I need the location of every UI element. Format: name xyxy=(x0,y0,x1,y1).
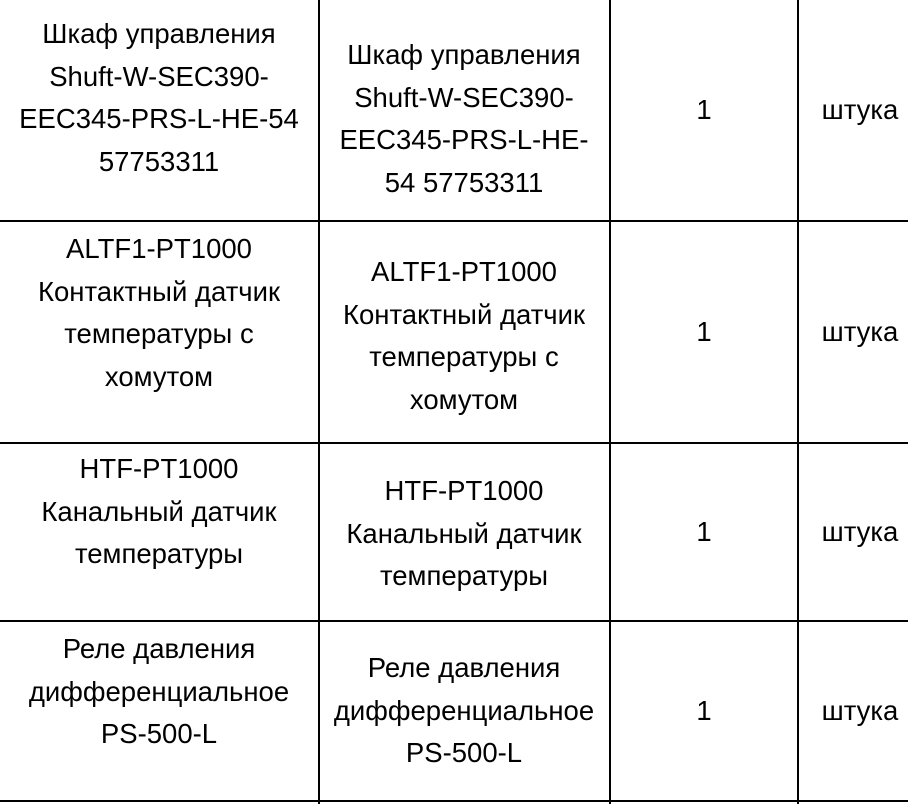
item-name: Шкаф управления Shuft-W-SEC390- EEC345-PRS-L-HE-54 57753311 xyxy=(19,18,299,177)
column-divider xyxy=(318,0,320,804)
item-unit-cell xyxy=(798,0,908,220)
item-name: HTF-PT1000 Канальный датчик температуры xyxy=(41,453,277,570)
item-quantity-cell xyxy=(610,0,798,220)
item-description-cell xyxy=(318,622,610,800)
item-name: ALTF1-PT1000 Контактный датчик температуры с хомутом xyxy=(37,233,281,392)
item-description: ALTF1-PT1000 Контактный датчик температуры с хомутом xyxy=(342,256,586,415)
item-name-cell xyxy=(0,0,318,220)
table-row xyxy=(0,622,908,802)
item-unit: штука xyxy=(821,315,899,347)
item-description: Реле давления дифференциальное PS-500-L xyxy=(333,652,595,769)
table-row xyxy=(0,0,908,222)
item-name-cell xyxy=(0,622,318,800)
item-name: Реле давления дифференциальное PS-500-L xyxy=(28,633,290,750)
item-description-cell xyxy=(318,222,610,442)
item-unit: штука xyxy=(821,93,899,125)
column-divider xyxy=(609,0,611,804)
item-name-cell xyxy=(0,444,318,620)
column-divider xyxy=(797,0,799,804)
item-description: Шкаф управления Shuft-W-SEC390- EEC345-PRS-L-HE- 54 57753311 xyxy=(339,39,589,198)
item-quantity: 1 xyxy=(696,315,712,347)
item-description-cell xyxy=(318,444,610,620)
item-quantity: 1 xyxy=(696,515,712,547)
item-quantity: 1 xyxy=(696,93,712,125)
item-unit: штука xyxy=(821,515,899,547)
item-quantity-cell xyxy=(610,222,798,442)
item-quantity: 1 xyxy=(696,694,712,726)
item-unit-cell xyxy=(798,444,908,620)
item-description: HTF-PT1000 Канальный датчик температуры xyxy=(346,475,582,592)
item-unit-cell xyxy=(798,622,908,800)
table-row xyxy=(0,444,908,622)
item-unit: штука xyxy=(821,694,899,726)
item-unit-cell xyxy=(798,222,908,442)
item-quantity-cell xyxy=(610,622,798,800)
table-row xyxy=(0,222,908,444)
item-name-cell xyxy=(0,222,318,442)
item-quantity-cell xyxy=(610,444,798,620)
item-description-cell xyxy=(318,0,610,220)
